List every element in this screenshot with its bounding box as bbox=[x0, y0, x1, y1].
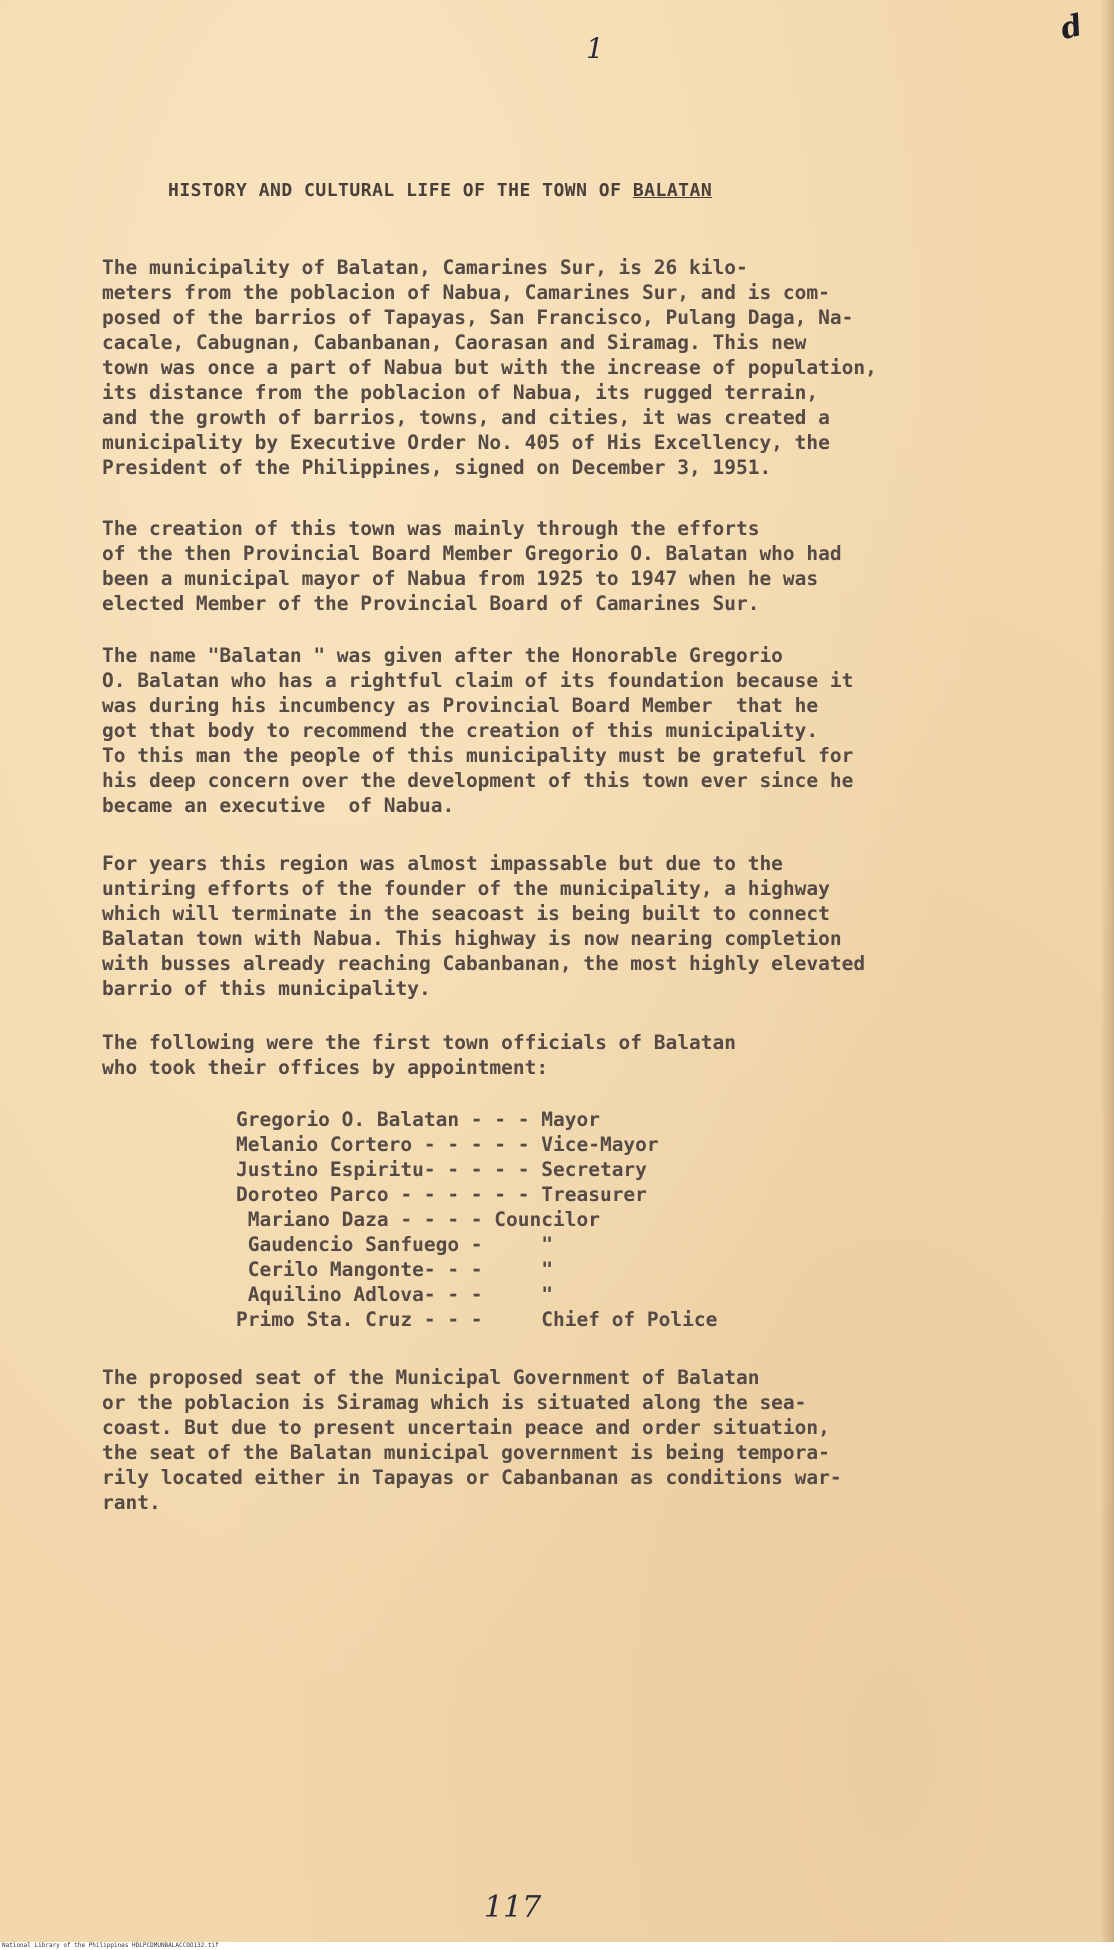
paragraph-highway: For years this region was almost impassable but due to the untiring efforts of the founder of the municipality, a highway which will terminate in the seacoast is being built to connect Balatan town with Nabua. This highway is now nearing completion with busses already reaching Cabanbanan, the most highly elevated barrio of this municipality. bbox=[102, 852, 866, 1000]
official-name: Gaudencio Sanfuego - bbox=[236, 1233, 542, 1256]
official-position: Vice-Mayor bbox=[541, 1133, 659, 1156]
paragraph-creation: The creation of this town was mainly through the efforts of the then Provincial Board Member Gregorio O. Balatan who had been a municipal mayor of Nabua from 1925 to 1947 when he was elected Member of the Provincial Board of Camarines Sur. bbox=[102, 517, 842, 615]
official-name: Cerilo Mangonte- - - bbox=[236, 1258, 542, 1281]
official-row bbox=[236, 1207, 876, 1232]
title-text: HISTORY AND CULTURAL LIFE OF THE TOWN OF bbox=[168, 180, 633, 201]
official-name: Doroteo Parco - - - - - - bbox=[236, 1183, 542, 1206]
official-row bbox=[236, 1182, 876, 1207]
official-row bbox=[236, 1257, 876, 1282]
official-row bbox=[236, 1132, 876, 1157]
title-town-name: BALATAN bbox=[632, 180, 713, 201]
corner-handwritten-mark: d bbox=[1057, 7, 1086, 48]
page-edge-shadow bbox=[1100, 0, 1114, 1950]
paragraph-seat-of-government: The proposed seat of the Municipal Government of Balatan or the poblacion is Siramag which is situated along the sea- coast. But due to present uncertain peace and order situation, the seat of the Balatan municipal government is being tempora- rily located either in Tapayas or Cabanbanan as conditions war- rant. bbox=[102, 1366, 842, 1514]
handwritten-footer-number: 117 bbox=[484, 1890, 542, 1925]
paragraph-intro: The municipality of Balatan, Camarines Sur, is 26 kilo- meters from the poblacion of Nabua, Camarines Sur, and is com- posed of the barrios of Tapayas, San Francisco, Pulang Daga, Na- cacale, Cabugnan, Cabanbanan, Caorasan and Siramag. This new town was once a part of Nabua but with the increase of population, its distance from the poblacion of Nabua, its rugged terrain, and the growth of barrios, towns, and cities, it was created a municipality by Executive Order No. 405 of His Excellency, the President of the Philippines, signed on December 3, 1951. bbox=[102, 256, 877, 479]
official-position: Secretary bbox=[541, 1158, 647, 1181]
document-title bbox=[168, 180, 908, 201]
official-row bbox=[236, 1282, 876, 1307]
officials-list bbox=[236, 1107, 876, 1332]
official-name: Primo Sta. Cruz - - - bbox=[236, 1308, 542, 1331]
official-position: " bbox=[541, 1258, 553, 1281]
official-position: " bbox=[541, 1233, 553, 1256]
paragraph-name-origin: The name "Balatan " was given after the Honorable Gregorio O. Balatan who has a rightful claim of its foundation because it was during his incumbency as Provincial Board Member that he got that body to recommend the creation of this municipality. To this man the people of this municipality must be grateful for his deep concern over the development of this town ever since he became an executive of Nabua. bbox=[102, 644, 854, 817]
official-position: " bbox=[541, 1283, 553, 1306]
official-row bbox=[236, 1157, 876, 1182]
official-name: Gregorio O. Balatan - - - bbox=[236, 1108, 542, 1131]
handwritten-page-number: 1 bbox=[586, 32, 604, 65]
official-position: Chief of Police bbox=[541, 1308, 718, 1331]
official-row bbox=[236, 1307, 876, 1332]
official-name: Aquilino Adlova- - - bbox=[236, 1283, 542, 1306]
paragraph-officials-intro: The following were the first town officials of Balatan who took their offices by appointment: bbox=[102, 1031, 736, 1079]
official-position: Mayor bbox=[541, 1108, 600, 1131]
official-name: Mariano Daza - - - - bbox=[236, 1208, 495, 1231]
official-row bbox=[236, 1107, 876, 1132]
official-name: Melanio Cortero - - - - - bbox=[236, 1133, 542, 1156]
official-name: Justino Espiritu- - - - - bbox=[236, 1158, 542, 1181]
official-row bbox=[236, 1232, 876, 1257]
archive-footer-strip: National Library of the Philippines HDLPCDMUNBALACCOO132.tif bbox=[0, 1942, 1114, 1950]
official-position: Treasurer bbox=[541, 1183, 647, 1206]
official-position: Councilor bbox=[494, 1208, 600, 1231]
